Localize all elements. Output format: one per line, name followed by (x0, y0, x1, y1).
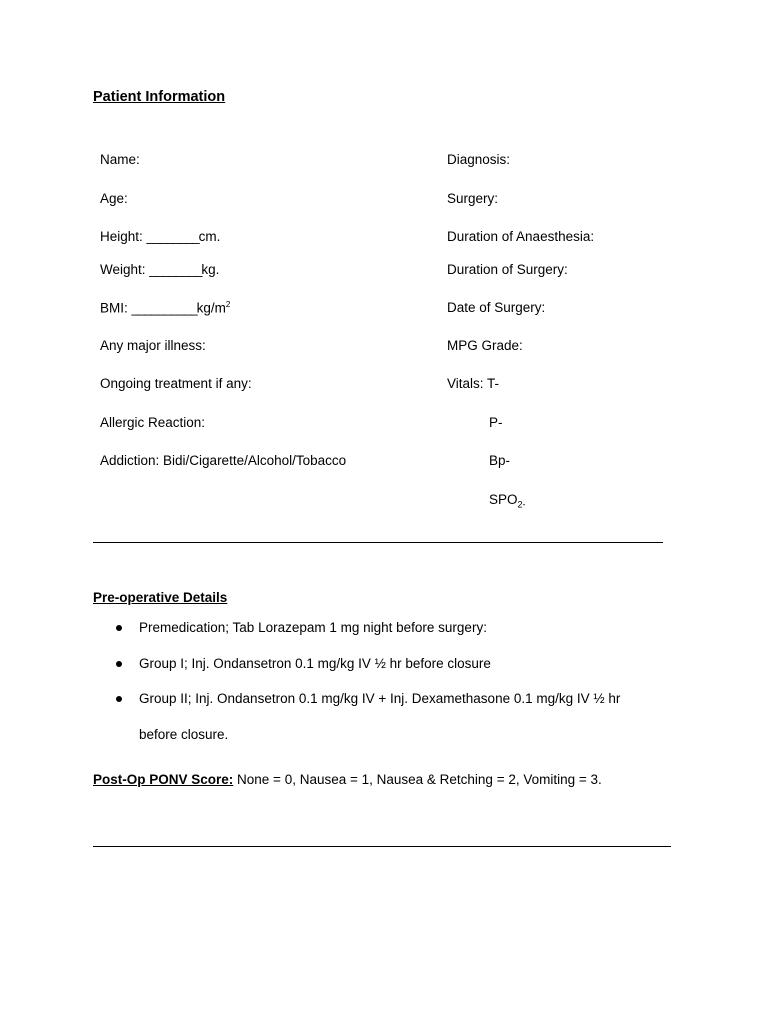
ponv-score-label: Post-Op PONV Score: (93, 772, 234, 787)
surgery-label: Surgery: (447, 191, 499, 206)
bullet-icon (116, 661, 122, 667)
vitals-spo-text: SPO (489, 492, 518, 507)
age-label: Age: (100, 191, 128, 206)
weight-row (100, 262, 219, 277)
bmi-label: BMI: (100, 300, 128, 316)
bullet-icon (116, 696, 122, 702)
duration-surgery-label: Duration of Surgery: (447, 262, 568, 277)
preop-item: Group I; Inj. Ondansetron 0.1 mg/kg IV ½ hr before closure (139, 656, 491, 671)
preop-item: Premedication; Tab Lorazepam 1 mg night before surgery: (139, 620, 487, 635)
allergic-reaction-label: Allergic Reaction: (100, 415, 206, 430)
height-unit: cm. (198, 229, 221, 244)
bmi-blank: __________ (131, 300, 197, 316)
diagnosis-label: Diagnosis: (447, 152, 511, 167)
preop-item-continuation: before closure. (139, 727, 229, 742)
patient-information-heading: Patient Information (93, 89, 226, 105)
ponv-score-line (93, 772, 602, 787)
bullet-icon (116, 625, 122, 631)
vitals-pulse: P- (489, 415, 503, 430)
major-illness-label: Any major illness: (100, 338, 206, 353)
mpg-grade-label: MPG Grade: (447, 338, 523, 353)
bmi-unit: kg/m (196, 300, 226, 316)
preop-item: Group II; Inj. Ondansetron 0.1 mg/kg IV + Inj. Dexamethasone 0.1 mg/kg IV ½ hr (139, 691, 621, 706)
addiction-label: Addiction: Bidi/Cigarette/Alcohol/Tobacco (100, 453, 347, 468)
vitals-spo-subscript: 2- (517, 499, 526, 510)
vitals-label: Vitals: T- (447, 376, 500, 391)
ongoing-treatment-label: Ongoing treatment if any: (100, 376, 252, 391)
height-row (100, 229, 220, 244)
vitals-bp: Bp- (489, 453, 511, 468)
date-surgery-label: Date of Surgery: (447, 300, 546, 315)
weight-blank: ________ (149, 262, 202, 277)
name-label: Name: (100, 152, 140, 167)
weight-unit: kg. (201, 262, 220, 277)
vitals-spo2 (489, 492, 526, 510)
ponv-score-text: None = 0, Nausea = 1, Nausea & Retching = 2, Vomiting = 3. (233, 772, 602, 787)
preop-heading: Pre-operative Details (93, 590, 228, 605)
weight-label: Weight: (100, 262, 146, 277)
height-label: Height: (100, 229, 143, 244)
bmi-row (100, 300, 230, 316)
section-divider (93, 846, 671, 847)
height-blank: ________ (146, 229, 199, 244)
bmi-exponent: 2 (225, 300, 231, 309)
duration-anaesthesia-label: Duration of Anaesthesia: (447, 229, 595, 244)
section-divider (93, 542, 663, 543)
